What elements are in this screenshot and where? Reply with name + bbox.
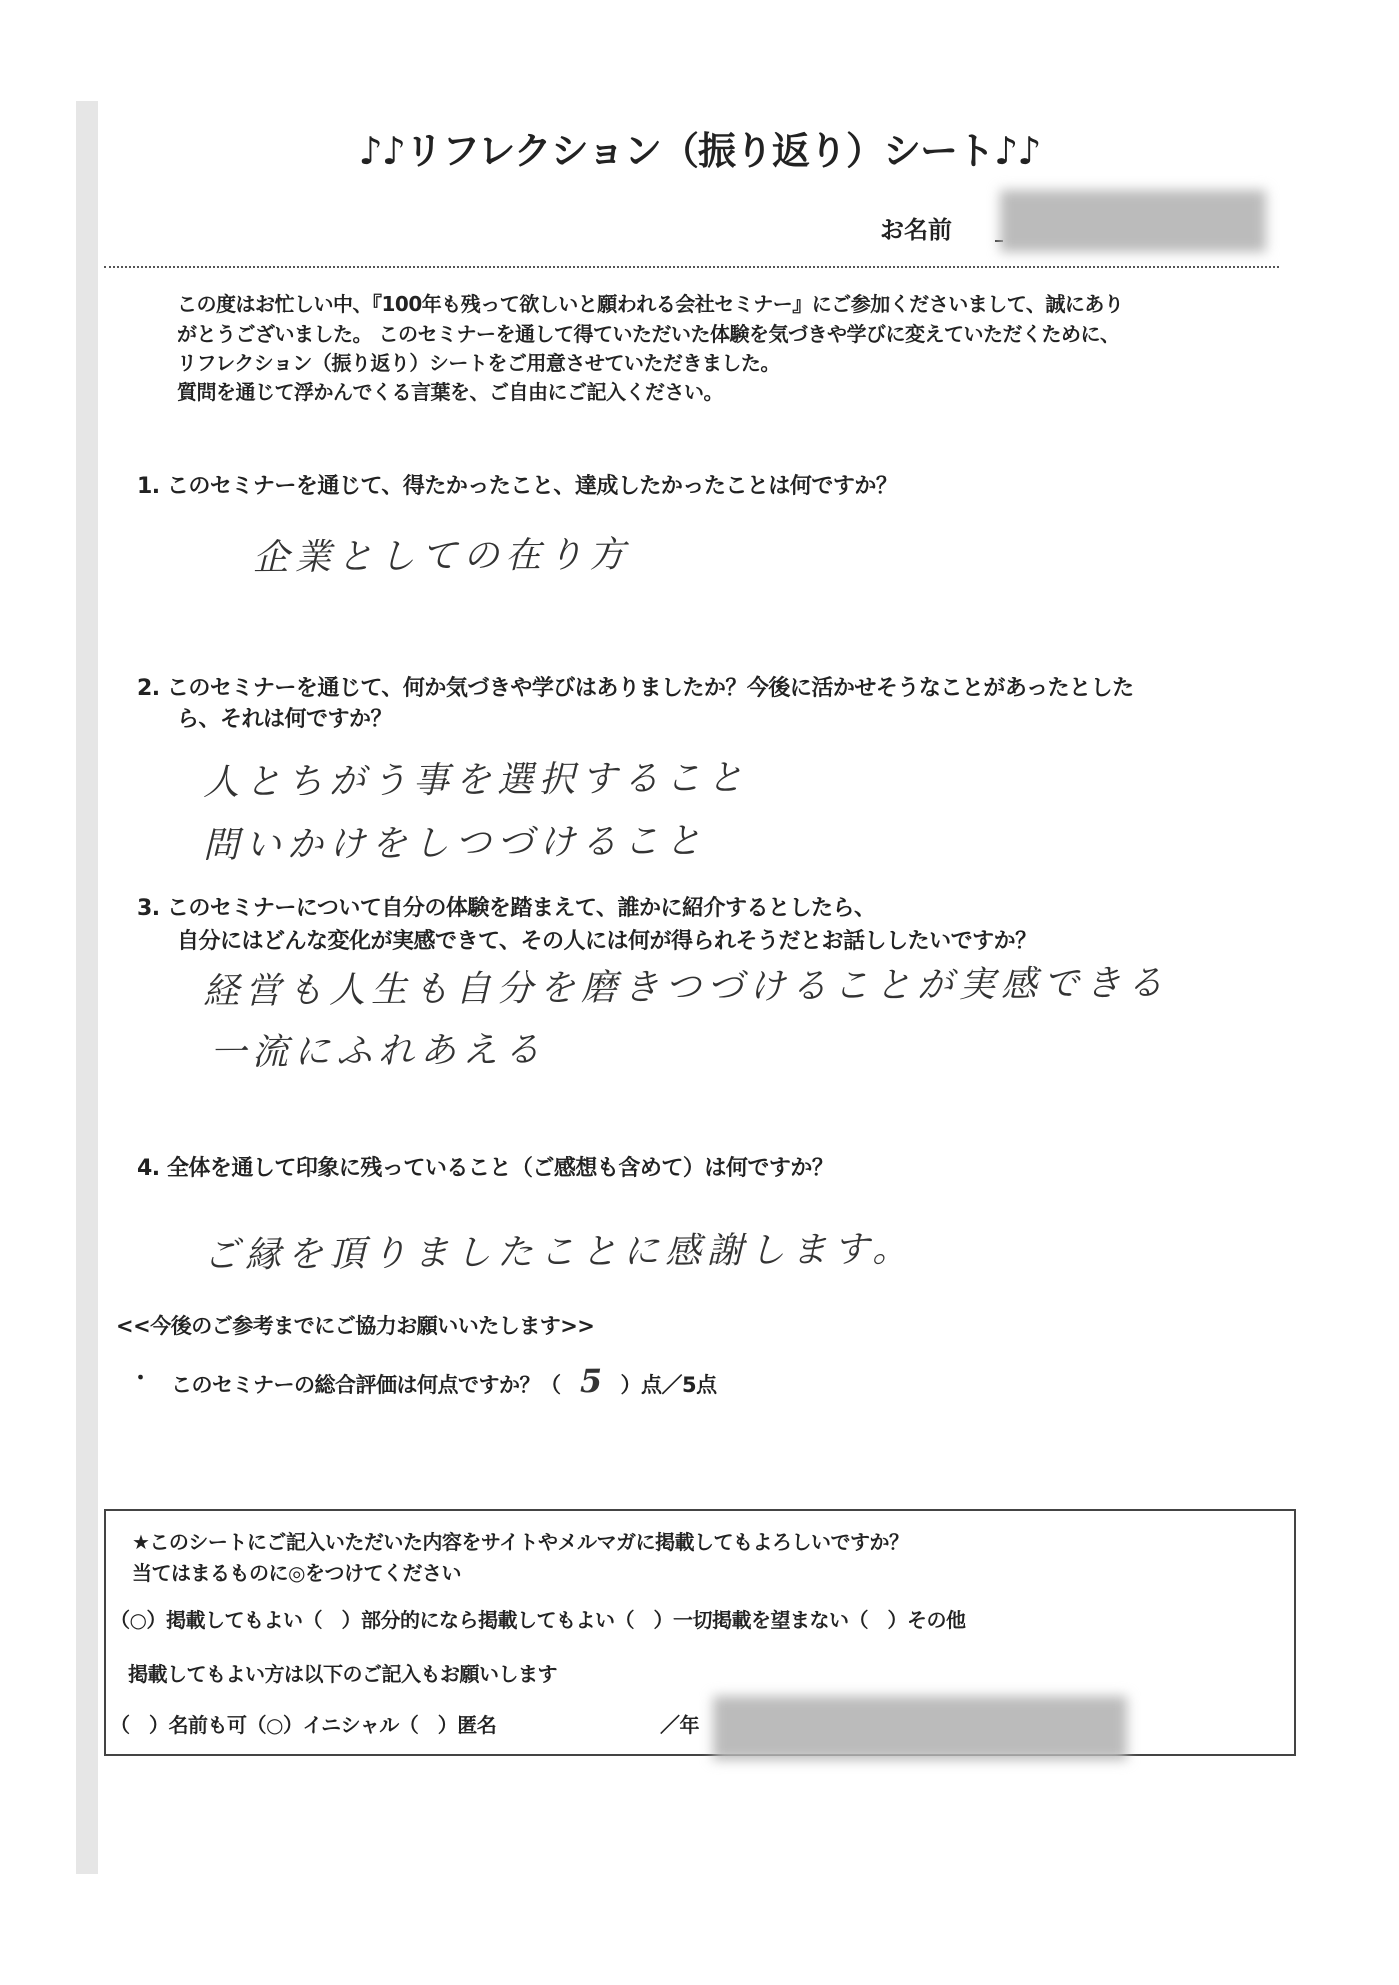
scan-edge-strip bbox=[76, 101, 98, 1874]
name-label: お名前 bbox=[880, 216, 952, 244]
answer-2b: 問いかけをしつづけること bbox=[202, 820, 708, 867]
question-4: 4. 全体を通して印象に残っていること（ご感想も含めて）は何ですか？ bbox=[137, 1156, 834, 1181]
permission-question: ★このシートにご記入いただいた内容をサイトやメルマガに掲載してもよろしいですか？ bbox=[132, 1530, 909, 1554]
name-display-options: （ ）名前も可（○）イニシャル（ ）匿名 bbox=[110, 1713, 497, 1737]
rating-value: 5 bbox=[579, 1361, 602, 1401]
answer-1: 企業としての在り方 bbox=[252, 534, 632, 579]
question-2-cont: ら、それは何ですか？ bbox=[177, 707, 393, 732]
rating-bullet: ・ bbox=[130, 1366, 151, 1390]
answer-2a: 人とちがう事を選択すること bbox=[202, 757, 750, 804]
answer-3a: 経営も人生も自分を磨きつづけることが実感できる bbox=[202, 962, 1170, 1013]
redacted-name bbox=[1000, 190, 1266, 252]
permission-request: 掲載してもよい方は以下のご記入もお願いします bbox=[128, 1662, 557, 1686]
sheet-title: ♪♪リフレクション（振り返り）シート♪♪ bbox=[358, 129, 1041, 173]
permission-options: （○）掲載してもよい（ ）部分的になら掲載してもよい（ ）一切掲載を望まない（ ）その他 bbox=[110, 1608, 966, 1632]
rating-label: このセミナーの総合評価は何点ですか？（ bbox=[171, 1373, 561, 1397]
intro-line: がとうございました。 このセミナーを通して得ていただいた体験を気づきや学びに変えていただくために、 bbox=[177, 322, 1120, 346]
date-label: ／年 bbox=[660, 1713, 699, 1737]
question-2: 2. このセミナーを通じて、何か気づきや学びはありましたか？今後に活かせそうなことがあったとした bbox=[137, 676, 1134, 701]
cooperation-heading: <<今後のご参考までにご協力お願いいたします>> bbox=[116, 1314, 595, 1338]
divider bbox=[104, 266, 1279, 268]
answer-4: ご縁を頂りましたことに感謝します。 bbox=[202, 1228, 915, 1277]
question-1: 1. このセミナーを通じて、得たかったこと、達成したかったことは何ですか？ bbox=[137, 474, 898, 499]
intro-line: 質問を通じて浮かんでくる言葉を、ご自由にご記入ください。 bbox=[177, 380, 723, 404]
rating-suffix: ）点／5点 bbox=[620, 1373, 717, 1397]
intro-line: リフレクション（振り返り）シートをご用意させていただきました。 bbox=[177, 351, 780, 375]
intro-line: この度はお忙しい中、『100年も残って欲しいと願われる会社セミナー』にご参加くださいまして、誠にあり bbox=[177, 292, 1124, 316]
question-3-cont: 自分にはどんな変化が実感できて、その人には何が得られそうだとお話ししたいですか？ bbox=[177, 929, 1037, 954]
question-3: 3. このセミナーについて自分の体験を踏まえて、誰かに紹介するとしたら、 bbox=[137, 896, 876, 921]
permission-instruction: 当てはまるものに◎をつけてください bbox=[132, 1561, 461, 1585]
rating-row bbox=[171, 1362, 717, 1400]
redacted-details bbox=[713, 1696, 1127, 1760]
answer-3b: 一流にふれあえる bbox=[209, 1029, 547, 1074]
